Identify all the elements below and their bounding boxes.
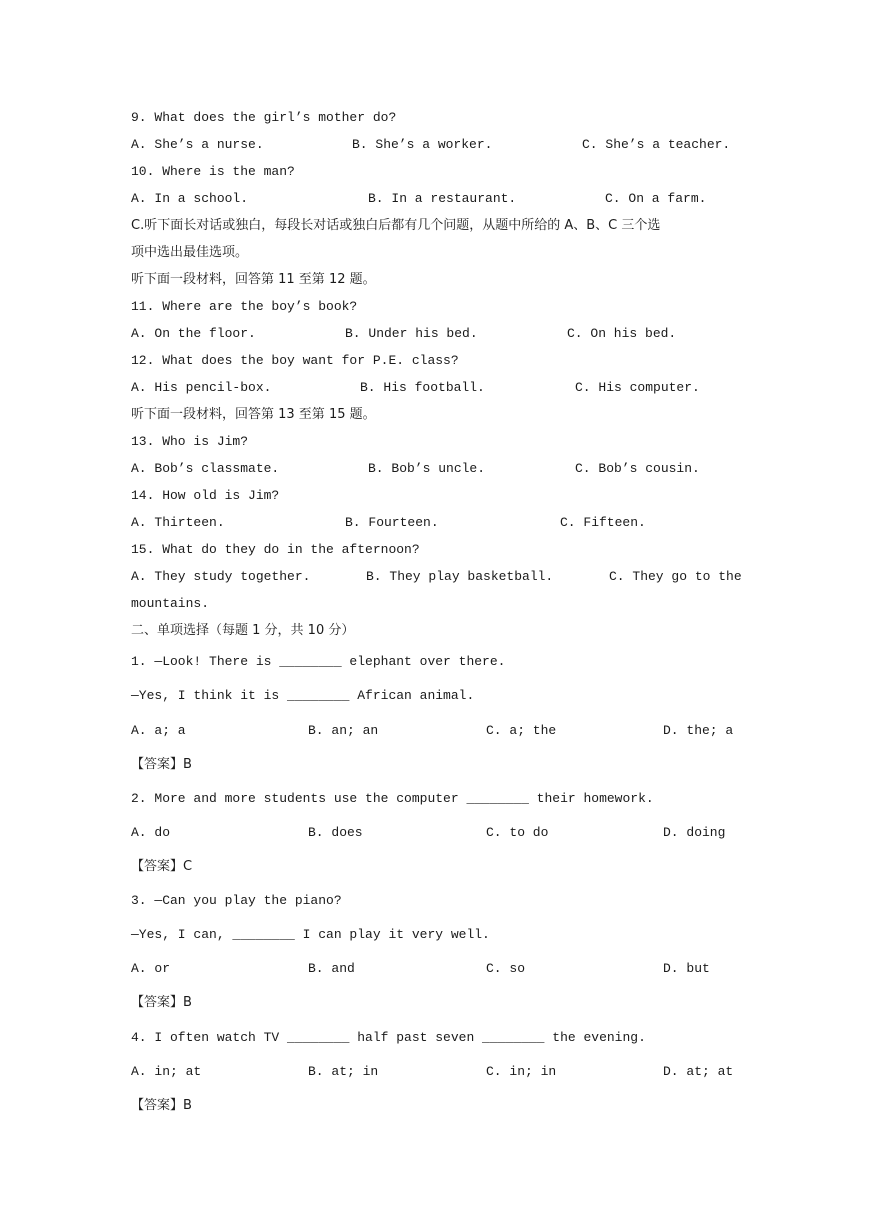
q9-option-b: B. She’s a worker. [352, 137, 493, 152]
mc-q3-option-c: C. so [486, 961, 526, 976]
mc-q3-option-a: A. or [131, 961, 171, 976]
q10-option-a: A. In a school. [131, 191, 249, 206]
q15-option-c-continued: mountains. [131, 596, 210, 611]
q12-option-c: C. His computer. [575, 380, 700, 395]
mc-q3-option-d: D. but [663, 961, 710, 976]
mc-question-4-line1: 4. I often watch TV ________ half past seven ________ the evening. [131, 1030, 646, 1045]
q15-option-b: B. They play basketball. [366, 569, 554, 584]
section-c-instructions-line1: C.听下面长对话或独白，每段长对话或独白后都有几个问题，从题中所给的 A、B、C 三个选 [131, 218, 661, 233]
mc-question-3-line1: 3. —Can you play the piano? [131, 893, 342, 908]
q15-option-c: C. They go to the [609, 569, 742, 584]
mc-question-2-line1: 2. More and more students use the computer ________ their homework. [131, 791, 654, 806]
q15-option-a: A. They study together. [131, 569, 311, 584]
mc-q1-answer: 【答案】B [131, 757, 192, 772]
section-2-title: 二、单项选择（每题 1 分，共 10 分） [131, 623, 355, 638]
q13-option-a: A. Bob’s classmate. [131, 461, 280, 476]
mc-question-1-line2: —Yes, I think it is ________ African animal. [131, 688, 475, 703]
q14-option-c: C. Fifteen. [560, 515, 646, 530]
q14-option-a: A. Thirteen. [131, 515, 225, 530]
mc-q2-answer: 【答案】C [131, 859, 193, 874]
q10-option-b: B. In a restaurant. [368, 191, 517, 206]
mc-q4-option-c: C. in; in [486, 1064, 557, 1079]
q11-option-c: C. On his bed. [567, 326, 677, 341]
q9-option-a: A. She’s a nurse. [131, 137, 264, 152]
material-1-instructions: 听下面一段材料，回答第 11 至第 12 题。 [131, 272, 376, 287]
question-11-stem: 11. Where are the boy’s book? [131, 299, 358, 314]
q14-option-b: B. Fourteen. [345, 515, 439, 530]
mc-q1-option-a: A. a; a [131, 723, 186, 738]
mc-q2-option-c: C. to do [486, 825, 549, 840]
mc-q2-option-a: A. do [131, 825, 171, 840]
q12-option-a: A. His pencil-box. [131, 380, 272, 395]
q11-option-a: A. On the floor. [131, 326, 256, 341]
mc-question-1-line1: 1. —Look! There is ________ elephant over there. [131, 654, 506, 669]
section-c-instructions-line2: 项中选出最佳选项。 [131, 245, 249, 260]
question-14-stem: 14. How old is Jim? [131, 488, 280, 503]
question-12-stem: 12. What does the boy want for P.E. class? [131, 353, 459, 368]
mc-q2-option-b: B. does [308, 825, 363, 840]
mc-q1-option-b: B. an; an [308, 723, 379, 738]
material-2-instructions: 听下面一段材料，回答第 13 至第 15 题。 [131, 407, 376, 422]
q13-option-b: B. Bob’s uncle. [368, 461, 486, 476]
mc-q2-option-d: D. doing [663, 825, 726, 840]
question-9-stem: 9. What does the girl’s mother do? [131, 110, 397, 125]
question-13-stem: 13. Who is Jim? [131, 434, 249, 449]
q13-option-c: C. Bob’s cousin. [575, 461, 700, 476]
mc-q1-option-d: D. the; a [663, 723, 734, 738]
q10-option-c: C. On a farm. [605, 191, 707, 206]
q11-option-b: B. Under his bed. [345, 326, 478, 341]
mc-q4-answer: 【答案】B [131, 1098, 192, 1113]
q9-option-c: C. She’s a teacher. [582, 137, 731, 152]
question-15-stem: 15. What do they do in the afternoon? [131, 542, 420, 557]
mc-question-3-line2: —Yes, I can, ________ I can play it very well. [131, 927, 490, 942]
mc-q3-answer: 【答案】B [131, 995, 192, 1010]
question-10-stem: 10. Where is the man? [131, 164, 295, 179]
mc-q4-option-d: D. at; at [663, 1064, 734, 1079]
q12-option-b: B. His football. [360, 380, 485, 395]
mc-q3-option-b: B. and [308, 961, 355, 976]
mc-q1-option-c: C. a; the [486, 723, 557, 738]
mc-q4-option-b: B. at; in [308, 1064, 379, 1079]
mc-q4-option-a: A. in; at [131, 1064, 202, 1079]
